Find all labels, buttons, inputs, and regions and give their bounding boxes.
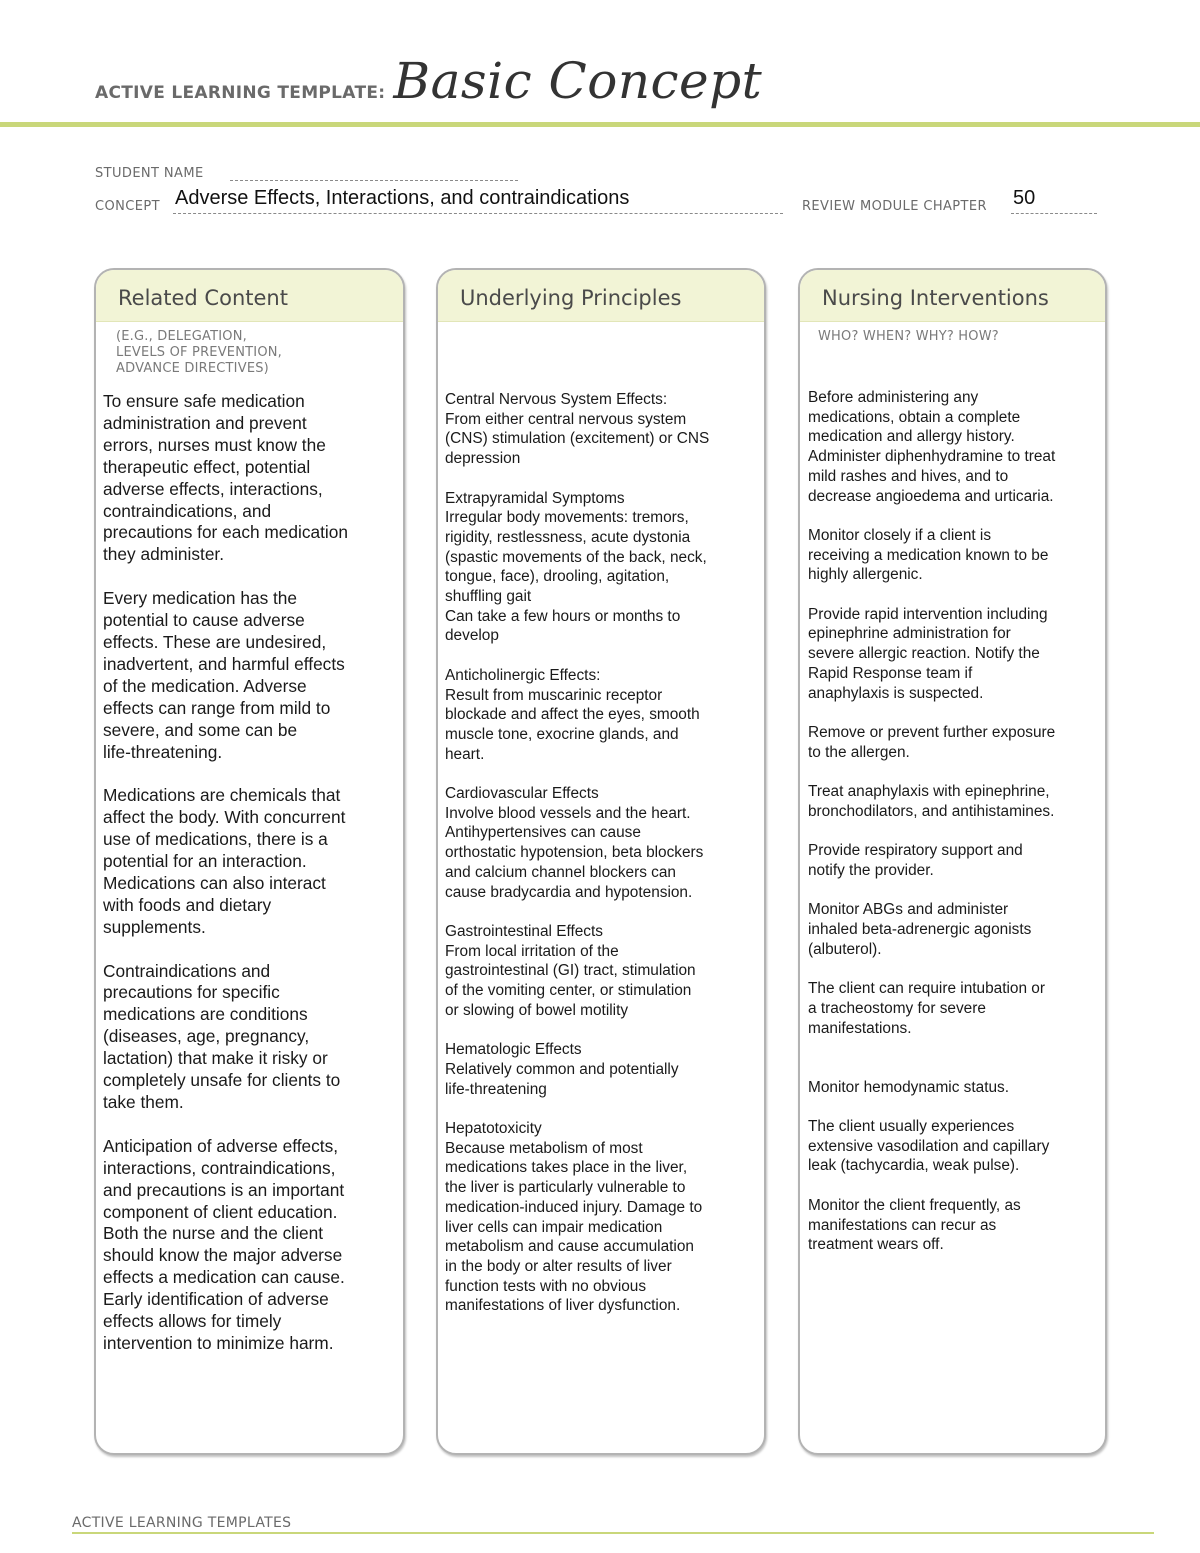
footer-label: ACTIVE LEARNING TEMPLATES	[72, 1515, 292, 1531]
review-chapter-value: 50	[1013, 187, 1036, 209]
concept-value: Adverse Effects, Interactions, and contraindications	[175, 187, 630, 209]
related-content-text[interactable]: To ensure safe medication administration and prevent errors, nurses must know the therapeutic effect, potential adverse effects, interactions, contraindications, and precautions for each medication they administer. Every medication has the potential to cause adverse effects. These are undesired, inadvertent, and harmful effects of the medication. Adverse effects can range from mild to severe, and some can be life-threatening. Medications are chemicals that affect the body. With concurrent use of medications, there is a potential for an interaction. Medications can also interact with foods and dietary supplements. Contraindications and precautions for specific medications are conditions (diseases, age, pregnancy, lactation) that make it risky or completely unsafe for clients to take them. Anticipation of adverse effects, interactions, contraindications, and precautions is an important component of client education. Both the nurse and the client should know the major adverse effects a medication can cause. Early identification of adverse effects allows for timely intervention to minimize harm.	[103, 391, 348, 1353]
nursing-interventions-subtitle: WHO? WHEN? WHY? HOW?	[818, 329, 999, 344]
related-content-header	[96, 270, 403, 322]
template-header	[95, 52, 762, 110]
student-name-field[interactable]	[230, 180, 518, 181]
nursing-interventions-text[interactable]: Before administering any medications, obtain a complete medication and allergy history. Administer diphenhydramine to treat mild rashes and hives, and to decrease angioedema and urticaria. Monitor closely if a client is receiving a medication known to be highly allergenic. Provide rapid intervention including epinephrine administration for severe allergic reaction. Notify the Rapid Response team if anaphylaxis is suspected. Remove or prevent further exposure to the allergen. Treat anaphylaxis with epinephrine, bronchodilators, and antihistamines. Provide respiratory support and notify the provider. Monitor ABGs and administer inhaled beta-adrenergic agonists (albuterol). The client can require intubation or a tracheostomy for severe manifestations. Monitor hemodynamic status. The client usually experiences extensive vasodilation and capillary leak (tachycardia, weak pulse). Monitor the client frequently, as manifestations can recur as treatment wears off.	[808, 389, 1056, 1254]
underlying-principles-title: Underlying Principles	[460, 286, 682, 310]
related-content-title: Related Content	[118, 286, 288, 310]
concept-field[interactable]	[173, 213, 783, 214]
related-content-subtitle: (E.G., DELEGATION, LEVELS OF PREVENTION, ADVANCE DIRECTIVES)	[116, 329, 283, 376]
header-divider	[0, 122, 1200, 127]
nursing-interventions-title: Nursing Interventions	[822, 286, 1049, 310]
review-chapter-label: REVIEW MODULE CHAPTER	[802, 199, 987, 214]
review-chapter-field[interactable]	[1011, 213, 1097, 214]
underlying-principles-text[interactable]: Central Nervous System Effects: From either central nervous system (CNS) stimulation (excitement) or CNS depression Extrapyramidal Symptoms Irregular body movements: tremors, rigidity, restlessness, acute dystonia (spastic movements of the back, neck, tongue, face), drooling, agitation, shuffling gait Can take a few hours or months to develop Anticholinergic Effects: Result from muscarinic receptor blockade and affect the eyes, smooth muscle tone, exocrine glands, and heart. Cardiovascular Effects Involve blood vessels and the heart. Antihypertensives can cause orthostatic hypotension, beta blockers and calcium channel blockers can cause bradycardia and hypotension. Gastrointestinal Effects From local irritation of the gastrointestinal (GI) tract, stimulation of the vomiting center, or stimulation or slowing of bowel motility Hematologic Effects Relatively common and potentially life-threatening Hepatotoxicity Because metabolism of most medications takes place in the liver, the liver is particularly vulnerable to medication-induced injury. Damage to liver cells can impair medication metabolism and cause accumulation in the body or alter results of liver function tests with no obvious manifestations of liver dysfunction.	[445, 391, 710, 1315]
underlying-principles-header	[438, 270, 764, 322]
concept-label: CONCEPT	[95, 199, 160, 214]
page-title: Basic Concept	[393, 52, 763, 110]
nursing-interventions-header	[800, 270, 1105, 322]
template-label: ACTIVE LEARNING TEMPLATE:	[95, 83, 386, 103]
footer-divider	[72, 1532, 1154, 1534]
student-name-label: STUDENT NAME	[95, 166, 204, 181]
